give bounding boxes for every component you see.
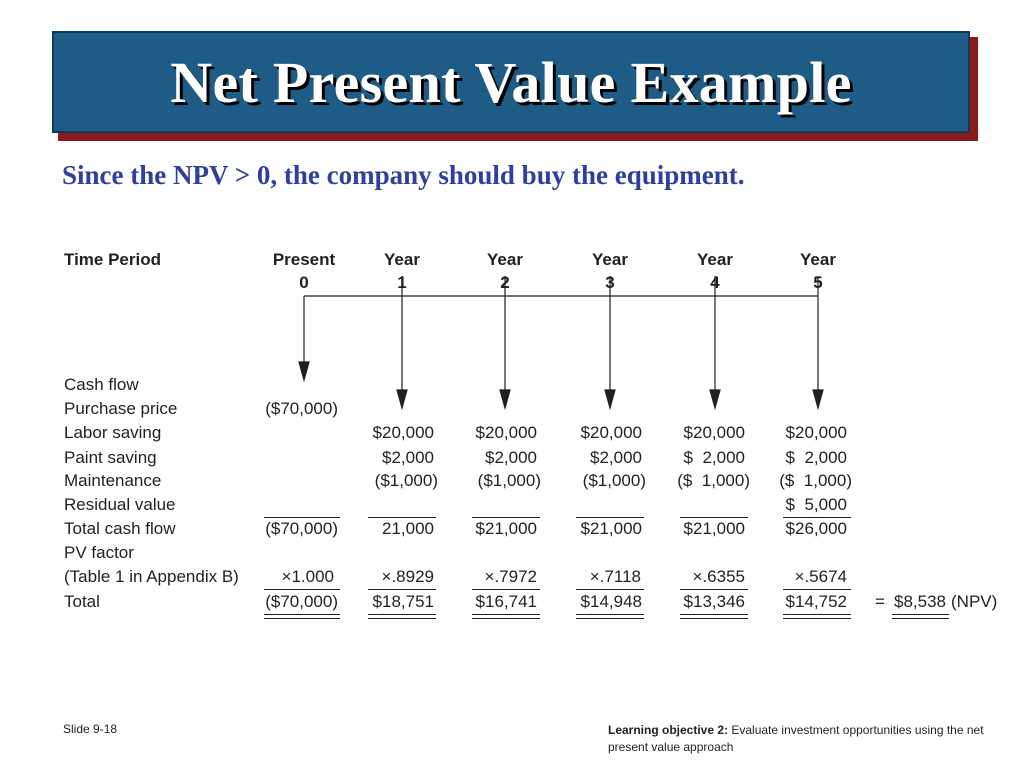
cell-paint-saving-2: $2,000 xyxy=(485,448,537,467)
row-label-pv-factor-note: (Table 1 in Appendix B) xyxy=(64,567,239,586)
period-name-4: Year xyxy=(697,250,733,269)
double-rule-b-2 xyxy=(472,618,540,619)
period-num-0: 0 xyxy=(299,273,309,292)
cell-pv-factor-4: ×.6355 xyxy=(692,567,745,586)
rule-total-4 xyxy=(680,589,748,590)
slide-title: Net Present Value Example xyxy=(170,49,852,115)
row-label-total: Total xyxy=(64,592,100,611)
cell-maintenance-3: ($1,000) xyxy=(582,471,646,490)
subtitle: Since the NPV > 0, the company should buy the equipment. xyxy=(62,160,745,190)
rule-tcf-0 xyxy=(264,517,340,518)
period-num-1: 1 xyxy=(397,273,407,292)
cell-paint-saving-4: $ 2,000 xyxy=(683,448,745,467)
cell-maintenance-4: ($ 1,000) xyxy=(677,471,750,490)
period-name-1: Year xyxy=(384,250,420,269)
cell-total-3: $14,948 xyxy=(580,592,642,611)
npv-equals: = xyxy=(875,592,885,611)
cell-paint-saving-5: $ 2,000 xyxy=(785,448,847,467)
learning-objective xyxy=(608,722,1018,756)
period-name-0: Present xyxy=(272,250,336,269)
cell-pv-factor-5: ×.5674 xyxy=(794,567,847,586)
cell-total-cash-flow-5: $26,000 xyxy=(785,519,847,538)
cell-total-4: $13,346 xyxy=(683,592,745,611)
npv-label: (NPV) xyxy=(951,592,998,611)
double-rule-a-2 xyxy=(472,614,540,615)
cell-labor-saving-3: $20,000 xyxy=(580,423,642,442)
arrow-head-year5 xyxy=(813,390,823,408)
double-rule-b-1 xyxy=(368,618,436,619)
rule-tcf-5 xyxy=(783,517,851,518)
cell-labor-saving-2: $20,000 xyxy=(475,423,537,442)
cell-total-5: $14,752 xyxy=(785,592,847,611)
cell-total-cash-flow-4: $21,000 xyxy=(683,519,745,538)
row-label-residual-value: Residual value xyxy=(64,495,176,514)
npv-double-rule-a xyxy=(892,614,949,615)
cell-total-2: $16,741 xyxy=(475,592,537,611)
cell-labor-saving-1: $20,000 xyxy=(372,423,434,442)
cell-total-0: ($70,000) xyxy=(265,592,338,611)
double-rule-b-3 xyxy=(576,618,644,619)
double-rule-b-4 xyxy=(680,618,748,619)
row-label-pv-factor: PV factor xyxy=(64,543,134,562)
double-rule-b-5 xyxy=(783,618,851,619)
arrow-head-year3 xyxy=(605,390,615,408)
period-num-4: 4 xyxy=(710,273,720,292)
arrow-head-year1 xyxy=(397,390,407,408)
period-num-5: 5 xyxy=(813,273,823,292)
row-label-total-cash-flow: Total cash flow xyxy=(64,519,176,538)
period-num-3: 3 xyxy=(605,273,615,292)
cell-pv-factor-0: ×1.000 xyxy=(281,567,334,586)
rule-tcf-4 xyxy=(680,517,748,518)
cell-maintenance-2: ($1,000) xyxy=(477,471,541,490)
slide-number: Slide 9-18 xyxy=(63,722,118,736)
cell-labor-saving-5: $20,000 xyxy=(785,423,847,442)
rule-total-5 xyxy=(783,589,851,590)
arrow-head-year4 xyxy=(710,390,720,408)
double-rule-b-0 xyxy=(264,618,340,619)
rule-total-1 xyxy=(368,589,436,590)
period-name-2: Year xyxy=(487,250,523,269)
period-num-2: 2 xyxy=(500,273,510,292)
cell-paint-saving-3: $2,000 xyxy=(590,448,642,467)
cell-total-cash-flow-3: $21,000 xyxy=(580,519,642,538)
cell-purchase-price-0: ($70,000) xyxy=(265,399,338,418)
row-label-purchase-price: Purchase price xyxy=(64,399,178,418)
cell-total-cash-flow-1: 21,000 xyxy=(382,519,434,538)
cell-pv-factor-1: ×.8929 xyxy=(381,567,434,586)
double-rule-a-4 xyxy=(680,614,748,615)
cell-maintenance-1: ($1,000) xyxy=(374,471,438,490)
period-name-5: Year xyxy=(800,250,836,269)
cell-maintenance-5: ($ 1,000) xyxy=(779,471,852,490)
cell-paint-saving-1: $2,000 xyxy=(382,448,434,467)
double-rule-a-0 xyxy=(264,614,340,615)
time-period-label: Time Period xyxy=(64,250,161,269)
row-label-labor-saving: Labor saving xyxy=(64,423,162,442)
npv-value: $8,538 xyxy=(894,592,946,611)
rule-tcf-1 xyxy=(368,517,436,518)
period-name-3: Year xyxy=(592,250,628,269)
rule-total-0 xyxy=(264,589,340,590)
rule-tcf-2 xyxy=(472,517,540,518)
row-label-paint-saving: Paint saving xyxy=(64,448,157,467)
cell-residual-value-5: $ 5,000 xyxy=(785,495,847,514)
npv-double-rule-b xyxy=(892,618,949,619)
row-label-maintenance: Maintenance xyxy=(64,471,162,490)
rule-total-2 xyxy=(472,589,540,590)
learning-objective-text: Evaluate investment opportunities using the net present value approach xyxy=(608,723,984,754)
rule-tcf-3 xyxy=(576,517,644,518)
arrow-head-present xyxy=(299,362,309,380)
cell-pv-factor-3: ×.7118 xyxy=(589,567,641,586)
double-rule-a-5 xyxy=(783,614,851,615)
learning-objective-label: Learning objective 2: xyxy=(608,723,729,737)
cell-labor-saving-4: $20,000 xyxy=(683,423,745,442)
rule-total-3 xyxy=(576,589,644,590)
cell-total-cash-flow-0: ($70,000) xyxy=(265,519,338,538)
cell-pv-factor-2: ×.7972 xyxy=(484,567,537,586)
double-rule-a-3 xyxy=(576,614,644,615)
double-rule-a-1 xyxy=(368,614,436,615)
cell-total-1: $18,751 xyxy=(372,592,434,611)
row-label-cash-flow: Cash flow xyxy=(64,375,139,394)
cell-total-cash-flow-2: $21,000 xyxy=(475,519,537,538)
arrow-head-year2 xyxy=(500,390,510,408)
